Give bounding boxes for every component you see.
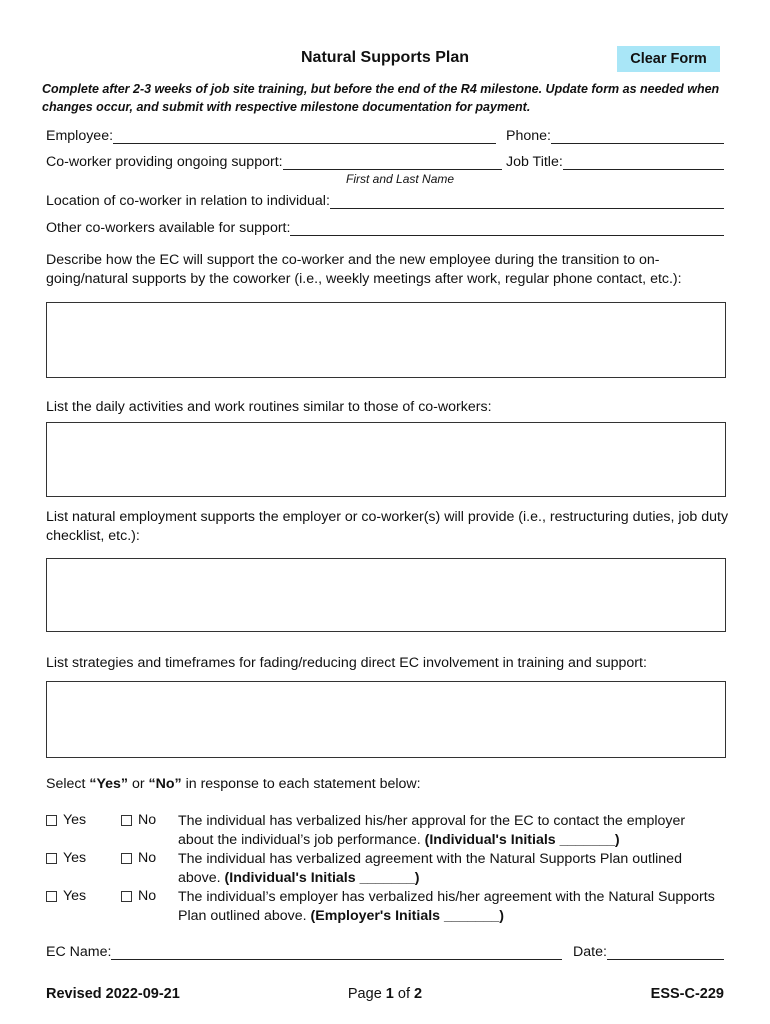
statement-1-initials: (Individual's Initials _______) [424,832,620,848]
coworker-label: Co-worker providing ongoing support: [46,154,283,170]
strategies-prompt: List strategies and timeframes for fading/reducing direct EC involvement in training and support: [46,655,647,671]
checkbox-icon[interactable] [46,891,57,902]
daily-textarea[interactable] [46,422,726,497]
location-label: Location of co-worker in relation to individual: [46,193,330,209]
select-no: “No” [148,776,182,792]
statement-3-initials: (Employer's Initials _______) [310,908,504,924]
select-instruction [46,775,736,794]
instructions: Complete after 2-3 weeks of job site training, but before the end of the R4 milestone. Update form as needed when changes occur, and submit with respective milestone documentation for payment. [42,82,720,114]
phone-label: Phone: [506,128,551,144]
page-prefix: Page [347,986,386,1002]
statement-1 [178,812,723,850]
describe-prompt: Describe how the EC will support the co-worker and the new employee during the transition to on-going/natural supports by the coworker (i.e., weekly meetings after work, regular phone contact, etc.): [46,252,682,287]
checkbox-icon[interactable] [121,815,132,826]
job-title-input[interactable] [563,155,724,170]
coworker-row [46,152,502,170]
job-title-label: Job Title: [506,154,563,170]
employee-row [46,126,496,144]
employee-input[interactable] [113,129,496,144]
statement-2-yes[interactable] [46,850,86,866]
statement-2-text: The individual has verbalized agreement with the Natural Supports Plan outlined above. [178,851,682,886]
strategies-textarea[interactable] [46,681,726,758]
select-or: or [128,776,149,792]
form-id: ESS-C-229 [650,986,724,1002]
date-row [573,942,724,960]
page-current: 1 [385,986,394,1002]
statement-3-yes[interactable] [46,888,86,904]
checkbox-icon[interactable] [121,853,132,864]
checkbox-icon[interactable] [46,853,57,864]
phone-input[interactable] [551,129,724,144]
statement-3 [178,888,723,926]
statement-2 [178,850,723,888]
date-input[interactable] [607,945,724,960]
employee-label: Employee: [46,128,114,144]
job-title-row [506,152,724,170]
ec-name-label: EC Name: [46,944,112,960]
statement-3-no[interactable] [121,888,156,904]
describe-textarea[interactable] [46,302,726,378]
location-row [46,191,724,209]
form-title: Natural Supports Plan [300,49,470,66]
statement-1-no[interactable] [121,812,156,828]
no-label: No [138,888,157,904]
other-coworkers-label: Other co-workers available for support: [46,220,291,236]
other-coworkers-row [46,218,724,236]
name-hint: First and Last Name [346,172,455,186]
daily-prompt: List the daily activities and work routines similar to those of co-workers: [46,399,492,415]
coworker-input[interactable] [283,155,502,170]
select-yes: “Yes” [89,776,129,792]
select-prefix: Select [46,776,90,792]
ec-name-input[interactable] [111,945,562,960]
clear-form-button[interactable]: Clear Form [617,46,720,72]
other-coworkers-input[interactable] [290,221,724,236]
statement-1-yes[interactable] [46,812,86,828]
revised-date: Revised 2022-09-21 [46,986,180,1002]
no-label: No [138,812,157,828]
page-of: of [393,986,415,1002]
select-suffix: in response to each statement below: [181,776,421,792]
statement-3-text: The individual’s employer has verbalized his/her agreement with the Natural Supports Plan outlined above. [178,889,715,924]
page-total: 2 [414,986,423,1002]
phone-row [506,126,724,144]
statement-1-text: The individual has verbalized his/her approval for the EC to contact the employer about the individual’s job performance. [178,813,686,848]
natural-textarea[interactable] [46,558,726,632]
yes-label: Yes [63,812,87,828]
natural-prompt: List natural employment supports the employer or co-worker(s) will provide (i.e., restructuring duties, job duty checklist, etc.): [46,509,729,544]
checkbox-icon[interactable] [121,891,132,902]
date-label: Date: [573,944,607,960]
no-label: No [138,850,157,866]
statement-2-initials: (Individual's Initials _______) [224,870,420,886]
yes-label: Yes [63,850,87,866]
ec-name-row [46,942,562,960]
location-input[interactable] [330,194,724,209]
checkbox-icon[interactable] [46,815,57,826]
yes-label: Yes [63,888,87,904]
statement-2-no[interactable] [121,850,156,866]
